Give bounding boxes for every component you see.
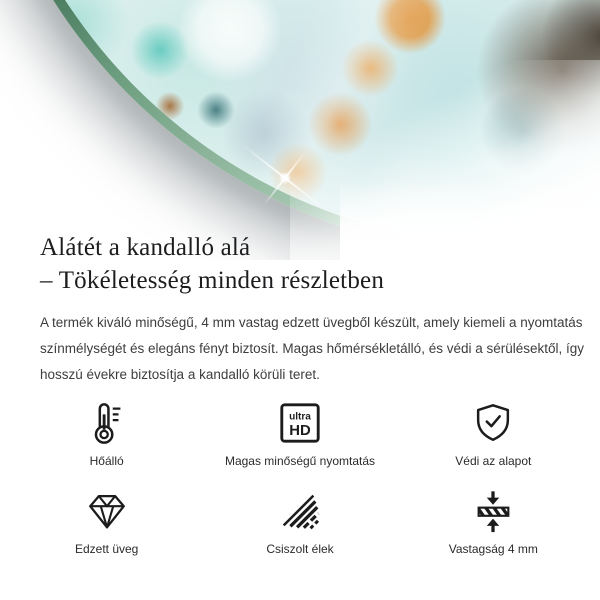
thermometer-icon — [84, 400, 130, 446]
feature-tempered-glass — [10, 488, 203, 562]
feature-thickness — [397, 488, 590, 562]
feature-label: Hőálló — [89, 454, 124, 468]
feature-polished-edges — [203, 488, 396, 562]
page-title-line1: Alátét a kandalló alá — [40, 234, 251, 261]
feature-heat-resistant — [10, 400, 203, 474]
ultra-hd-text-top: ultra — [289, 411, 311, 423]
thickness-icon — [470, 488, 516, 534]
page-title-line2: – Tökéletesség minden részletben — [40, 267, 385, 294]
feature-high-quality-print — [203, 400, 396, 474]
product-description: A termék kiváló minőségű, 4 mm vastag edzett üvegből készült, amely kiemeli a nyomtatás színmélységét és elegáns fényt biztosít. Magas hőmérsékletálló, és védi a sérülésektől, így hosszú évekre biztosítja a kandalló körüli teret. — [40, 315, 585, 382]
diamond-icon — [84, 488, 130, 534]
feature-label: Csiszolt élek — [266, 542, 334, 556]
ultra-hd-icon — [277, 400, 323, 446]
page-title — [40, 231, 588, 297]
feature-label: Magas minőségű nyomtatás — [224, 454, 376, 468]
feature-label: Vastagság 4 mm — [448, 542, 538, 556]
feature-label: Védi az alapot — [455, 454, 532, 468]
ultra-hd-text-bottom: HD — [289, 422, 311, 439]
features-grid — [10, 400, 590, 562]
shield-check-icon — [470, 400, 516, 446]
polished-edges-icon — [277, 488, 323, 534]
description-section — [40, 231, 588, 388]
feature-protects-base — [397, 400, 590, 474]
product-hero-image — [0, 0, 600, 260]
feature-label: Edzett üveg — [74, 542, 139, 556]
